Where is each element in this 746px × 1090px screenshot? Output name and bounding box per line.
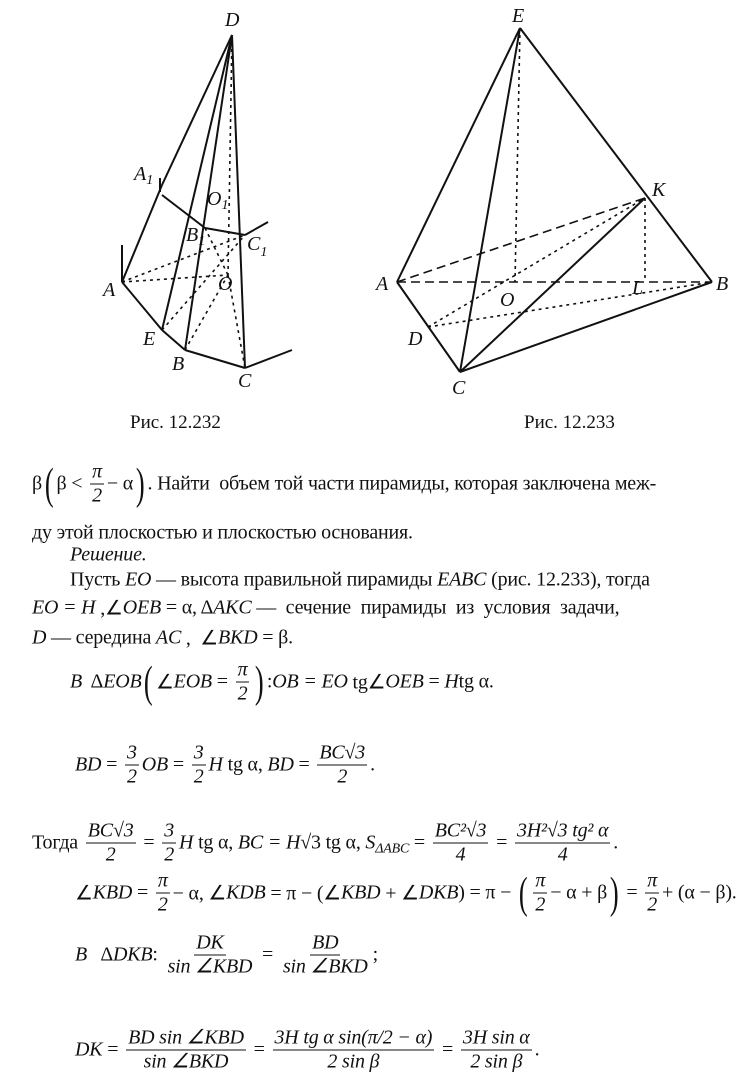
math-symbol: EABC bbox=[437, 568, 487, 591]
text-run: = bbox=[437, 1038, 458, 1061]
text-line bbox=[32, 820, 618, 867]
vertex-label-O: O bbox=[500, 289, 515, 311]
fraction-denominator: 2 bbox=[126, 765, 137, 788]
text-line bbox=[75, 870, 737, 917]
text-run: : bbox=[266, 670, 273, 693]
math-symbol: DK bbox=[75, 1038, 103, 1061]
fraction bbox=[515, 820, 610, 867]
text-run: = bbox=[168, 753, 189, 776]
text-run: = β. bbox=[257, 626, 293, 649]
text-run: = bbox=[211, 670, 233, 693]
math-symbol: D bbox=[32, 626, 47, 649]
fraction bbox=[645, 870, 659, 917]
text-run: − α bbox=[106, 472, 134, 495]
text-run: = bbox=[102, 1038, 124, 1061]
text-run: Δ bbox=[87, 943, 113, 966]
fraction-denominator: 2 bbox=[337, 765, 348, 788]
big-parenthesis: ( bbox=[518, 868, 528, 917]
text-run: ∠ bbox=[155, 671, 174, 694]
figure-12-233 bbox=[374, 5, 728, 399]
fraction-denominator: sin ∠BKD bbox=[143, 1050, 229, 1073]
text-run: = π − (∠ bbox=[265, 882, 342, 905]
text-run: = bbox=[293, 753, 315, 776]
text-run: = bbox=[248, 1038, 270, 1061]
fraction bbox=[192, 742, 206, 789]
math-symbol: BD bbox=[75, 753, 102, 776]
vertex-label-D: D bbox=[408, 328, 423, 350]
text-run: ∠ bbox=[75, 882, 93, 905]
text-run: : bbox=[152, 943, 163, 966]
text-run: Δ bbox=[82, 670, 104, 693]
fraction bbox=[281, 932, 370, 979]
text-run: + ∠ bbox=[380, 882, 419, 905]
vertex-label-B: B bbox=[716, 273, 729, 295]
fraction-denominator: 2 sin β bbox=[470, 1050, 523, 1073]
text-run: — середина bbox=[46, 626, 156, 649]
vertex-label-A1: $A_1$ bbox=[134, 163, 154, 188]
text-line bbox=[32, 596, 619, 621]
fraction-numerator: 3H tg α sin(π/2 − α) bbox=[274, 1026, 433, 1049]
fraction-numerator: BC√3 bbox=[319, 741, 366, 764]
big-parenthesis: ( bbox=[44, 459, 54, 508]
text-run: β < bbox=[56, 472, 88, 495]
text-run: ,∠ bbox=[95, 597, 123, 620]
big-parenthesis: ) bbox=[255, 657, 265, 706]
vertex-label-A: A bbox=[103, 279, 116, 301]
vertex-label-O1: $O_1$ bbox=[207, 188, 229, 213]
text-run: Пусть bbox=[70, 568, 125, 591]
math-symbol: H bbox=[444, 670, 459, 693]
text-run: , ∠ bbox=[181, 627, 219, 650]
math-symbol: H bbox=[179, 831, 194, 854]
text-run: = bbox=[423, 670, 445, 693]
math-symbol: AKC bbox=[213, 596, 252, 619]
math-symbol: BD bbox=[267, 753, 294, 776]
fraction bbox=[273, 1027, 435, 1074]
text-run: = bbox=[101, 753, 122, 776]
fraction-denominator: 2 bbox=[157, 893, 168, 916]
fraction bbox=[433, 820, 489, 867]
text-line bbox=[32, 461, 656, 508]
math-symbol: S bbox=[365, 831, 376, 854]
text-run: = bbox=[138, 831, 160, 854]
vertex-label-O: O bbox=[218, 273, 233, 295]
math-symbol: DKB bbox=[113, 943, 153, 966]
fraction-numerator: 3 bbox=[193, 741, 204, 764]
fraction-denominator: 2 bbox=[193, 765, 204, 788]
text-run: . Найти объем той части пирамиды, которая заключена меж- bbox=[147, 472, 657, 495]
fraction-numerator: BD sin ∠KBD bbox=[128, 1026, 244, 1049]
vertex-label-B: B bbox=[172, 353, 185, 375]
text-run: = bbox=[491, 831, 512, 854]
fraction-numerator: 3 bbox=[126, 741, 137, 764]
big-parenthesis: ( bbox=[144, 657, 154, 706]
text-run: tg∠ bbox=[347, 671, 386, 694]
fraction-denominator: sin ∠KBD bbox=[167, 955, 253, 978]
text-run: = bbox=[257, 943, 278, 966]
fraction-denominator: 2 bbox=[535, 893, 546, 916]
text-run: √3 tg α, bbox=[300, 831, 366, 854]
figure-12-232 bbox=[0, 0, 746, 420]
fraction-denominator: 4 bbox=[557, 843, 568, 866]
fraction-denominator: 2 sin β bbox=[327, 1050, 380, 1073]
text-line bbox=[32, 626, 293, 651]
fraction-numerator: π bbox=[157, 869, 168, 892]
text-run: (рис. 12.233), тогда bbox=[486, 568, 650, 591]
text-run: ) = π − bbox=[458, 881, 516, 904]
fraction-denominator: sin ∠BKD bbox=[282, 955, 368, 978]
text-run: = bbox=[132, 881, 153, 904]
big-parenthesis: ) bbox=[135, 459, 145, 508]
fraction bbox=[156, 870, 170, 917]
text-run: = α, Δ bbox=[161, 596, 214, 619]
text-run: . bbox=[370, 753, 375, 776]
math-symbol: DKB bbox=[418, 881, 459, 904]
text-run: — высота правильной пирамиды bbox=[151, 568, 438, 591]
text-run: β bbox=[32, 472, 42, 495]
vertex-label-K: K bbox=[652, 179, 666, 201]
math-symbol: OB = EO bbox=[272, 670, 348, 693]
text-line bbox=[70, 544, 147, 567]
text-line bbox=[75, 1027, 539, 1074]
figure-2-caption: Рис. 12.233 bbox=[524, 412, 615, 433]
vertex-label-E: E bbox=[143, 328, 156, 350]
vertex-label-C: C bbox=[452, 377, 466, 399]
math-symbol: H bbox=[208, 753, 223, 776]
fraction bbox=[126, 1027, 246, 1074]
math-symbol: EOB bbox=[173, 670, 212, 693]
math-symbol: BC = H bbox=[237, 831, 301, 854]
math-symbol: EO bbox=[124, 568, 152, 591]
fraction-numerator: BD bbox=[312, 931, 339, 954]
fraction bbox=[166, 932, 255, 979]
math-symbol: EO = H bbox=[32, 596, 96, 619]
fraction-numerator: 3H²√3 tg² α bbox=[517, 819, 609, 842]
math-symbol: OEB bbox=[122, 596, 162, 619]
text-line bbox=[75, 742, 375, 789]
math-symbol: BKD bbox=[218, 626, 258, 649]
fraction-numerator: 3 bbox=[164, 819, 175, 842]
text-run: . bbox=[534, 1038, 540, 1061]
text-run: ; bbox=[372, 943, 378, 966]
text-run: = bbox=[409, 831, 430, 854]
fraction-denominator: 4 bbox=[455, 843, 466, 866]
figure-1-caption: Рис. 12.232 bbox=[130, 412, 221, 433]
fraction bbox=[533, 870, 547, 917]
text-run: tg α, bbox=[222, 753, 268, 776]
math-symbol: B bbox=[75, 943, 88, 966]
vertex-label-E: E bbox=[512, 5, 525, 27]
math-symbol: KBD bbox=[92, 881, 133, 904]
text-run: tg α, bbox=[193, 831, 238, 854]
vertex-label-B1: $B_1$ bbox=[186, 224, 206, 249]
text-run: − α, ∠ bbox=[172, 882, 227, 905]
text-line bbox=[70, 659, 494, 706]
fraction-numerator: π bbox=[92, 460, 102, 483]
fraction-denominator: 2 bbox=[164, 843, 175, 866]
text-run: . bbox=[613, 831, 619, 854]
math-symbol: AC bbox=[155, 626, 182, 649]
text-line bbox=[70, 569, 650, 592]
text-run: = bbox=[621, 881, 643, 904]
text-run: tg α. bbox=[458, 670, 494, 693]
math-symbol: B bbox=[70, 670, 83, 693]
fraction-numerator: π bbox=[237, 658, 248, 681]
text-run: Тогда bbox=[32, 831, 83, 854]
fraction-numerator: π bbox=[647, 869, 658, 892]
math-symbol: OEB bbox=[385, 670, 424, 693]
math-symbol: EOB bbox=[103, 670, 142, 693]
fraction-denominator: 2 bbox=[105, 843, 116, 866]
math-symbol: KDB bbox=[226, 881, 266, 904]
fraction-numerator: DK bbox=[196, 931, 224, 954]
text-run: − α + β bbox=[550, 881, 608, 904]
text-line bbox=[75, 932, 378, 979]
vertex-label-D: D bbox=[225, 9, 240, 31]
vertex-label-L: L bbox=[632, 277, 644, 299]
fraction bbox=[461, 1027, 532, 1074]
text-line bbox=[32, 522, 413, 545]
pyramid-2-dashed-edges bbox=[397, 198, 712, 282]
vertex-label-C: C bbox=[238, 370, 252, 392]
fraction bbox=[317, 742, 367, 789]
math-symbol: Решение. bbox=[70, 543, 147, 566]
fraction-numerator: 3H sin α bbox=[462, 1026, 530, 1049]
subscript: ΔABC bbox=[375, 841, 410, 856]
vertex-label-A: A bbox=[376, 273, 389, 295]
text-run: ду этой плоскостью и плоскостью основания. bbox=[32, 521, 413, 544]
fraction bbox=[90, 461, 104, 508]
math-symbol: OB bbox=[141, 753, 169, 776]
fraction-numerator: BC²√3 bbox=[434, 819, 487, 842]
vertex-label-C1: $C_1$ bbox=[247, 233, 268, 260]
fraction-numerator: BC√3 bbox=[87, 819, 134, 842]
fraction bbox=[86, 820, 136, 867]
fraction bbox=[125, 742, 139, 789]
fraction-numerator: π bbox=[535, 869, 546, 892]
fraction-denominator: 2 bbox=[92, 484, 102, 507]
fraction bbox=[236, 659, 250, 706]
fraction bbox=[162, 820, 176, 867]
fraction-denominator: 2 bbox=[647, 893, 658, 916]
text-run: + (α − β). bbox=[662, 881, 737, 904]
fraction-denominator: 2 bbox=[237, 682, 248, 705]
big-parenthesis: ) bbox=[609, 868, 619, 917]
text-run: — сечение пирамиды из условия задачи, bbox=[251, 596, 620, 619]
math-symbol: KBD bbox=[341, 881, 381, 904]
